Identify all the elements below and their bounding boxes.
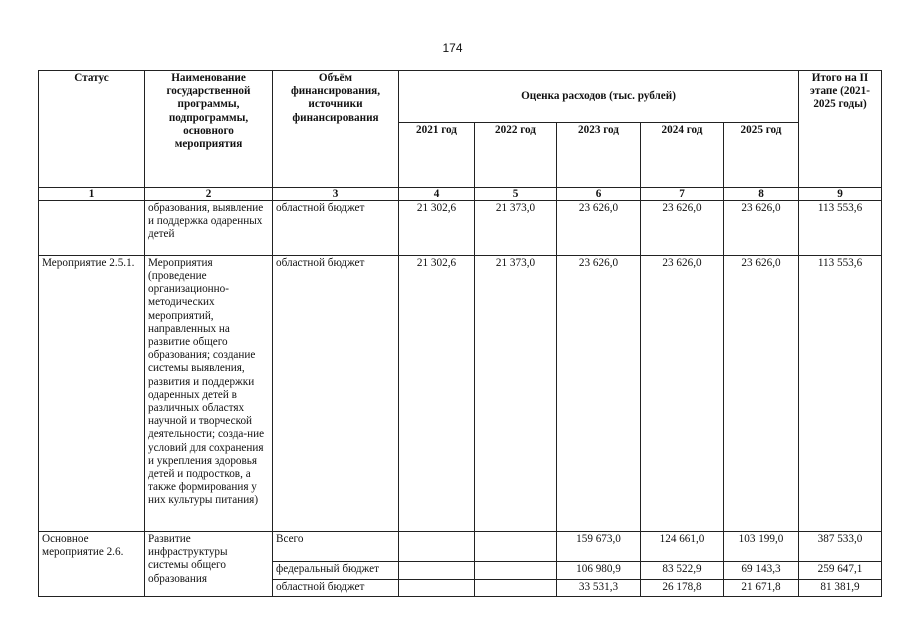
row-value [399, 531, 475, 561]
row-value: 113 553,6 [799, 255, 882, 531]
column-number: 9 [799, 187, 882, 200]
row-value: 106 980,9 [557, 562, 641, 579]
table-row [39, 200, 882, 255]
row-source: Всего [273, 531, 399, 561]
column-number: 2 [145, 187, 273, 200]
header-year: 2022 год [475, 122, 557, 187]
row-value: 23 626,0 [724, 200, 799, 255]
row-value: 159 673,0 [557, 531, 641, 561]
row-name: образования, выявление и поддержка одаренных детей [145, 200, 273, 255]
row-value [475, 531, 557, 561]
row-value: 69 143,3 [724, 562, 799, 579]
column-number: 1 [39, 187, 145, 200]
row-value: 33 531,3 [557, 579, 641, 596]
page-number: 174 [442, 41, 463, 55]
row-name: Мероприятия (проведение организационно-методических мероприятий, направленных на развитие общего образования; создание системы выявления, развития и поддержки одаренных детей в различных областях научной и творческой деятельности; созда-ние условий для сохранения и укрепления здоровья детей и подростков, а также формирования у них культуры питания) [145, 255, 273, 531]
row-value: 113 553,6 [799, 200, 882, 255]
row-source: областной бюджет [273, 200, 399, 255]
header-year: 2023 год [557, 122, 641, 187]
column-number: 8 [724, 187, 799, 200]
row-value: 83 522,9 [641, 562, 724, 579]
row-value: 387 533,0 [799, 531, 882, 561]
header-volume: Объём финансирования, источники финансирования [273, 71, 399, 188]
row-value: 21 373,0 [475, 255, 557, 531]
column-number-row [39, 187, 882, 200]
header-status: Статус [39, 71, 145, 188]
row-value [475, 579, 557, 596]
row-value: 103 199,0 [724, 531, 799, 561]
row-value: 81 381,9 [799, 579, 882, 596]
budget-table [38, 70, 882, 597]
group-status: Основное мероприятие 2.6. [39, 531, 145, 596]
row-value [399, 562, 475, 579]
header-estimate: Оценка расходов (тыс. рублей) [399, 71, 799, 123]
row-source: федеральный бюджет [273, 562, 399, 579]
row-value: 23 626,0 [641, 255, 724, 531]
row-status: Мероприятие 2.5.1. [39, 255, 145, 531]
header-year: 2025 год [724, 122, 799, 187]
row-value: 21 373,0 [475, 200, 557, 255]
row-value: 23 626,0 [557, 255, 641, 531]
row-value: 23 626,0 [641, 200, 724, 255]
row-value: 21 302,6 [399, 200, 475, 255]
column-number: 3 [273, 187, 399, 200]
row-value: 259 647,1 [799, 562, 882, 579]
column-number: 4 [399, 187, 475, 200]
row-value [399, 579, 475, 596]
column-number: 5 [475, 187, 557, 200]
column-number: 7 [641, 187, 724, 200]
row-value: 23 626,0 [557, 200, 641, 255]
column-number: 6 [557, 187, 641, 200]
row-value: 23 626,0 [724, 255, 799, 531]
row-value: 26 178,8 [641, 579, 724, 596]
row-source: областной бюджет [273, 579, 399, 596]
header-name: Наименование государственной программы, подпрограммы, основного мероприятия [145, 71, 273, 188]
row-source: областной бюджет [273, 255, 399, 531]
header-year: 2021 год [399, 122, 475, 187]
row-value [475, 562, 557, 579]
table-row [39, 531, 882, 561]
row-value: 21 302,6 [399, 255, 475, 531]
row-value: 21 671,8 [724, 579, 799, 596]
header-total: Итого на II этапе (2021-2025 годы) [799, 71, 882, 188]
group-name: Развитие инфраструктуры системы общего образования [145, 531, 273, 596]
row-status [39, 200, 145, 255]
table-row [39, 255, 882, 531]
row-value: 124 661,0 [641, 531, 724, 561]
header-year: 2024 год [641, 122, 724, 187]
